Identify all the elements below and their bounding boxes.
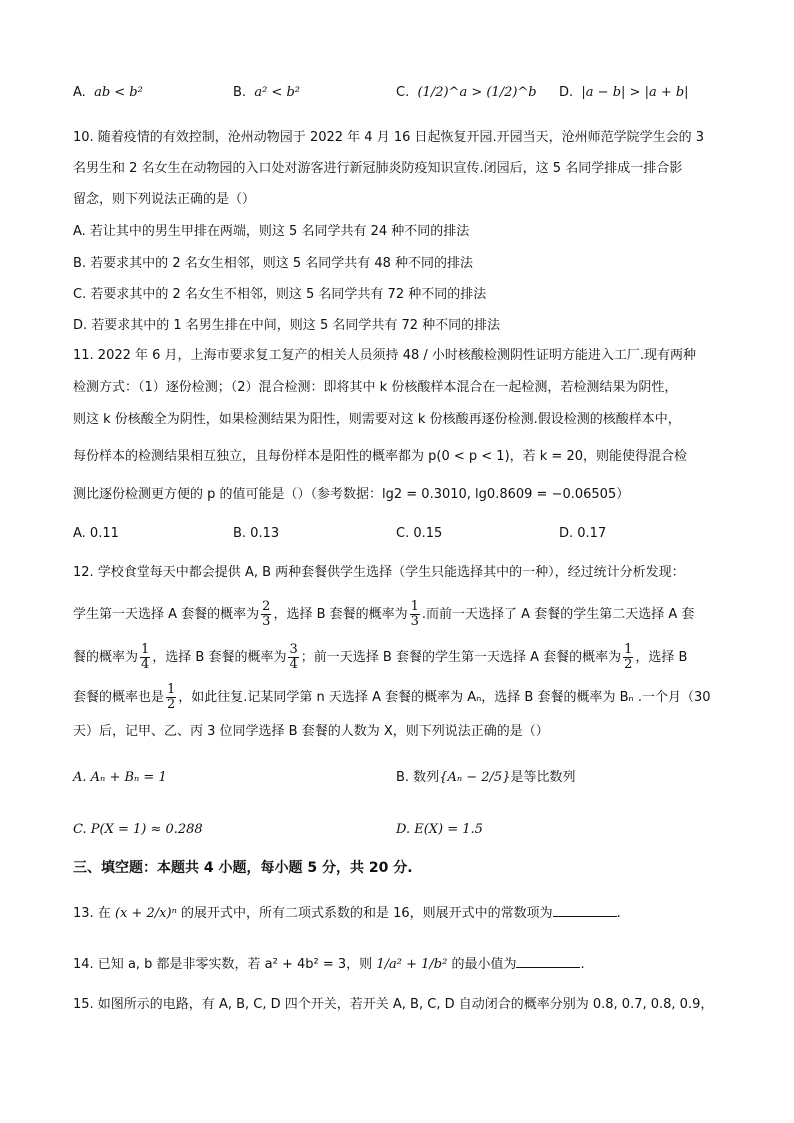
- q10-stem-line-1: 10. 随着疫情的有效控制，沧州动物园于 2022 年 4 月 16 日起恢复开园.开园当天，沧州师范学院学生会的 3: [73, 130, 705, 145]
- q15-stem-line-1: 15. 如图所示的电路，有 A, B, C, D 四个开关，若开关 A, B, C, D 自动闭合的概率分别为 0.8, 0.7, 0.8, 0.9，: [73, 997, 714, 1012]
- q10-option-b: B. 若要求其中的 2 名女生相邻，则这 5 名同学共有 48 种不同的排法: [73, 256, 474, 271]
- q11-stem-line-1: 11. 2022 年 6 月，上海市要求复工复产的相关人员须持 48 / 小时核酸检测阴性证明方能进入工厂.现有两种: [73, 348, 697, 363]
- fraction-1-2-b: $\frac{1}{2}$: [167, 682, 176, 712]
- q10-stem-line-3: 留念，则下列说法正确的是（）: [73, 192, 256, 207]
- q11-stem-line-5: 测比逐份检测更方便的 p 的值可能是（）（参考数据：lg2 = 0.3010, lg0.8609 = −0.06505）: [73, 487, 630, 502]
- q10-option-d: D. 若要求其中的 1 名男生排在中间，则这 5 名同学共有 72 种不同的排法: [73, 318, 501, 333]
- q9-option-c: C. (1/2)^a > (1/2)^b: [396, 85, 537, 100]
- q12-stem-line-4: 套餐的概率也是 $\frac{1}{2}$ ，如此往复.记某同学第 n 天选择 A 套餐的概率为 Aₙ，选择 B 套餐的概率为 Bₙ .一个月（30: [73, 682, 711, 712]
- q11-stem-line-3: 则这 k 份核酸全为阴性，如果检测结果为阳性，则需要对这 k 份核酸再逐份检测.假设检测的核酸样本中，: [73, 412, 681, 427]
- q12-option-a: A. Aₙ + Bₙ = 1: [73, 770, 167, 785]
- fraction-1-3: $\frac{1}{3}$: [410, 599, 419, 629]
- q11-stem-line-4: 每份样本的检测结果相互独立，且每份样本是阳性的概率都为 p(0 < p < 1)，若 k = 20，则能使得混合检: [73, 449, 687, 464]
- q11-option-c: C. 0.15: [396, 526, 443, 541]
- q14-stem: 14. 已知 a, b 都是非零实数，若 a² + 4b² = 3，则 1/a² + 1/b² 的最小值为 .: [73, 957, 585, 972]
- q10-option-c: C. 若要求其中的 2 名女生不相邻，则这 5 名同学共有 72 种不同的排法: [73, 287, 487, 302]
- fraction-2-3: $\frac{2}{3}$: [262, 599, 271, 629]
- q12-stem-line-5: 天）后，记甲、乙、丙 3 位同学选择 B 套餐的人数为 X，则下列说法正确的是（）: [73, 724, 549, 739]
- q11-option-b: B. 0.13: [233, 526, 280, 541]
- q12-stem-line-2: 学生第一天选择 A 套餐的概率为 $\frac{2}{3}$ ，选择 B 套餐的概率为 $\frac{1}{3}$ .而前一天选择了 A 套餐的学生第二天选择 A 套: [73, 599, 695, 629]
- q12-option-b: B. 数列{Aₙ − 2/5}是等比数列: [396, 770, 576, 785]
- q12-stem-line-1: 12. 学校食堂每天中都会提供 A, B 两种套餐供学生选择（学生只能选择其中的一种），经过统计分析发现：: [73, 565, 685, 580]
- section-heading: 三、填空题：本题共 4 小题，每小题 5 分，共 20 分.: [73, 860, 413, 876]
- q12-option-d: D. E(X) = 1.5: [396, 822, 483, 837]
- q11-option-d: D. 0.17: [559, 526, 607, 541]
- q9-option-b: B. a² < b²: [233, 85, 300, 100]
- fraction-1-4: $\frac{1}{4}$: [141, 642, 150, 672]
- q9-option-a: A. ab < b²: [73, 85, 143, 100]
- q12-stem-line-3: 餐的概率为 $\frac{1}{4}$ ，选择 B 套餐的概率为 $\frac{3}{4}$ ；前一天选择 B 套餐的学生第一天选择 A 套餐的概率为 $\frac{1}{2}$ ，选择 B: [73, 642, 688, 672]
- q9-option-d: D. |a − b| > |a + b|: [559, 85, 689, 100]
- fraction-1-2: $\frac{1}{2}$: [624, 642, 633, 672]
- q10-stem-line-2: 名男生和 2 名女生在动物园的入口处对游客进行新冠肺炎防疫知识宣传.闭园后，这 5 名同学排成一排合影: [73, 161, 683, 176]
- q11-option-a: A. 0.11: [73, 526, 119, 541]
- fraction-3-4: $\frac{3}{4}$: [289, 642, 298, 672]
- answer-blank[interactable]: [553, 904, 617, 917]
- q13-stem: 13. 在 (x + 2/x)ⁿ 的展开式中，所有二项式系数的和是 16，则展开式中的常数项为 .: [73, 906, 621, 921]
- q12-option-c: C. P(X = 1) ≈ 0.288: [73, 822, 203, 837]
- q11-stem-line-2: 检测方式：（1）逐份检测；（2）混合检测：即将其中 k 份核酸样本混合在一起检测，若检测结果为阴性，: [73, 380, 678, 395]
- answer-blank[interactable]: [516, 955, 580, 968]
- q10-option-a: A. 若让其中的男生甲排在两端，则这 5 名同学共有 24 种不同的排法: [73, 224, 470, 239]
